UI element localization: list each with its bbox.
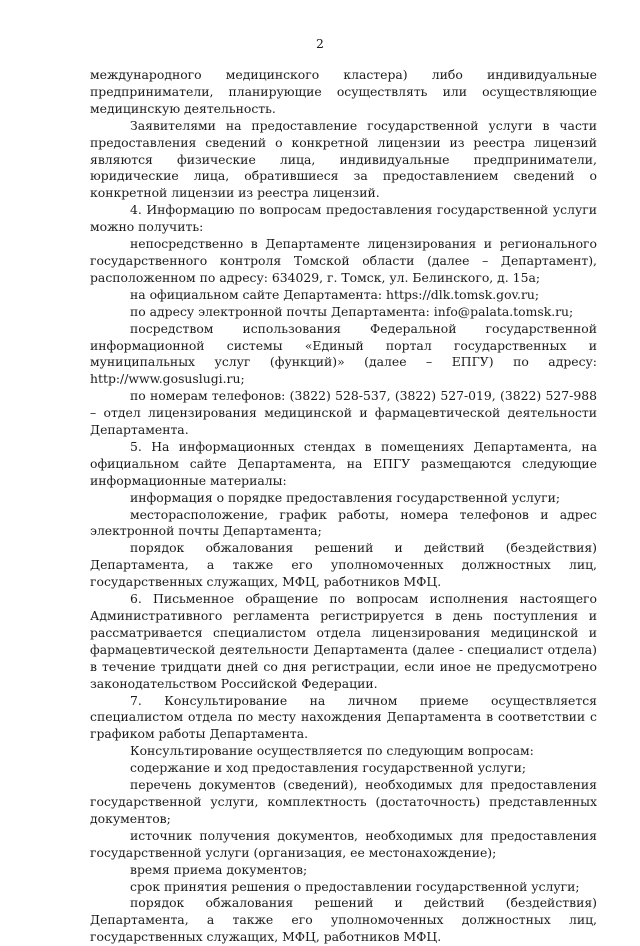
paragraph-9: 5. На информационных стендах в помещениях Департамента, на официальном сайте Департамента, на ЕПГУ размещаются следующие информационные материалы: [90, 438, 597, 488]
paragraph-18: источник получения документов, необходимых для предоставления государственной услуги (организация, ее местонахождение); [90, 827, 597, 860]
paragraph-3: 4. Информацию по вопросам предоставления государственной услуги можно получить: [90, 202, 597, 235]
paragraph-19: время приема документов; [130, 861, 308, 877]
paragraph-4: непосредственно в Департаменте лицензирования и регионального государственного контроля Томской области (далее – Департамент), расположенном по адресу: 634029, г. Томск, ул. Белинского, д. 15а; [90, 236, 597, 285]
paragraph-21: порядок обжалования решений и действий (бездействия) Департамента, а также его уполномоченных должностных лиц, государственных служащих, МФЦ, работников МФЦ. [90, 895, 597, 945]
paragraph-16: содержание и ход предоставления государственной услуги; [130, 760, 527, 776]
page-number: 2 [316, 36, 324, 51]
document-body [90, 67, 597, 946]
paragraph-17: перечень документов (сведений), необходимых для предоставления государственной услуги, комплектность (достаточность) представленных документов; [90, 777, 597, 826]
paragraph-1: международного медицинского кластера) либо индивидуальные предприниматели, планирующие осуществлять или осуществляющие медицинскую деятельность. [90, 67, 597, 116]
paragraph-14: 7. Консультирование на личном приеме осуществляется специалистом отдела по месту нахождения Департамента в соответствии с графиком работы Департамента. [90, 692, 597, 742]
paragraph-2: Заявителями на предоставление государственной услуги в части предоставления сведений о конкретной лицензии из реестра лицензий являются физические лица, индивидуальные предприниматели, юридические лица, обратившиеся за предоставлением сведений о конкретной лицензии из реестра лицензий. [90, 117, 597, 201]
paragraph-8: по номерам телефонов: (3822) 528-537, (3822) 527-019, (3822) 527-988 – отдел лицензирования медицинской и фармацевтической деятельности Департамента. [90, 388, 597, 438]
paragraph-11: месторасположение, график работы, номера телефонов и адрес электронной почты Департамента; [90, 506, 597, 539]
paragraph-6: по адресу электронной почты Департамента: info@palata.tomsk.ru; [130, 303, 574, 319]
paragraph-20: срок принятия решения о предоставлении государственной услуги; [130, 878, 580, 894]
paragraph-7: посредством использования Федеральной государственной информационной системы «Единый портал государственных и муниципальных услуг (функций)» (далее – ЕПГУ) по адресу: http://www.gosuslugi.ru; [90, 320, 597, 387]
paragraph-10: информация о порядке предоставления государственной услуги; [130, 489, 561, 505]
paragraph-15: Консультирование осуществляется по следующим вопросам: [130, 743, 534, 759]
paragraph-5: на официальном сайте Департамента: https://dlk.tomsk.gov.ru; [130, 286, 540, 302]
paragraph-12: порядок обжалования решений и действий (бездействия) Департамента, а также его уполномоченных должностных лиц, государственных служащих, МФЦ, работников МФЦ. [90, 540, 597, 590]
paragraph-13: 6. Письменное обращение по вопросам исполнения настоящего Административного регламента регистрируется в день поступления и рассматривается специалистом отдела лицензирования медицинской и фармацевтической деятельности Департамента (далее - специалист отдела) в течение тридцати дней со дня регистрации, если иное не предусмотрено законодательством Российской Федерации. [90, 591, 597, 691]
